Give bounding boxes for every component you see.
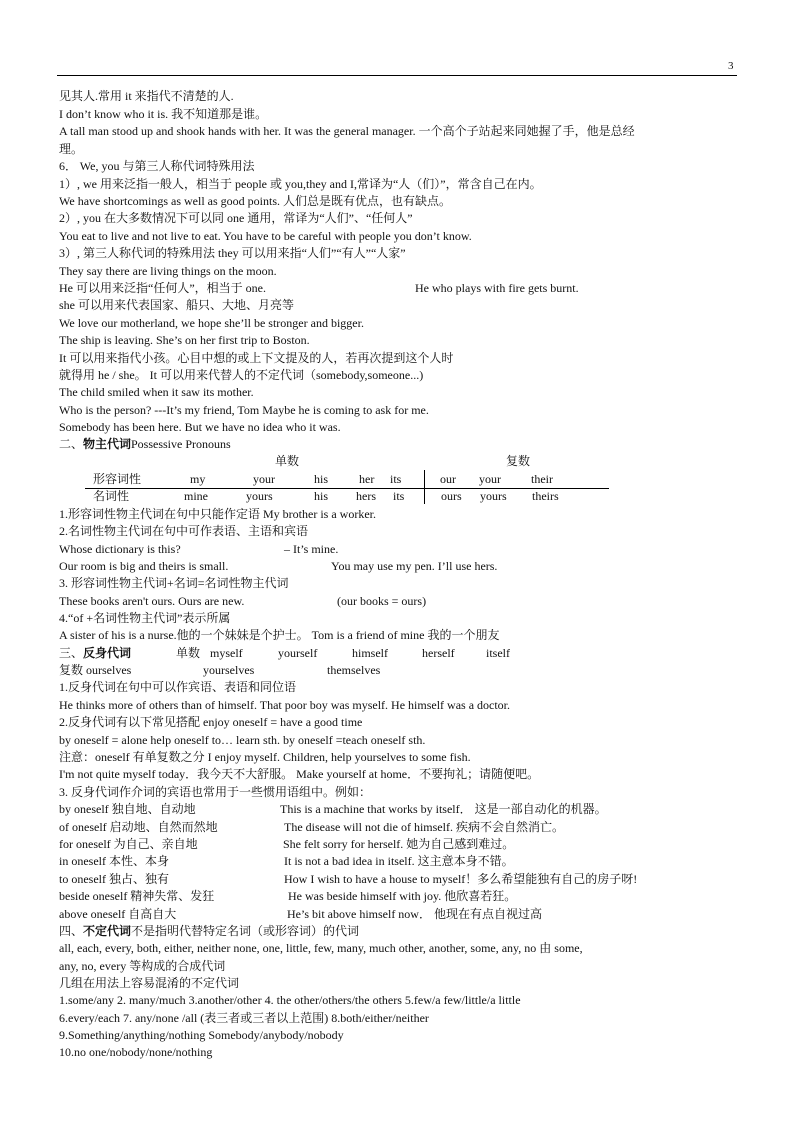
header-rule <box>57 75 737 76</box>
table-rule <box>85 488 609 489</box>
page-number: 3 <box>728 60 734 72</box>
table-divider <box>424 470 425 504</box>
